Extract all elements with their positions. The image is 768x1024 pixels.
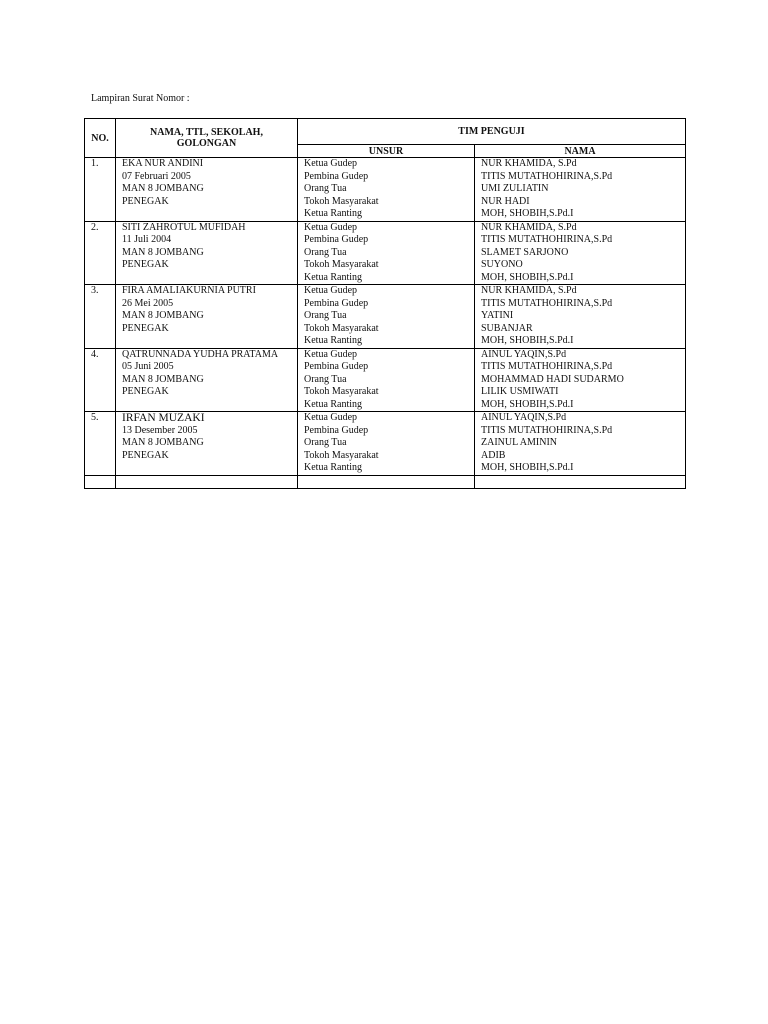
examiner-role: Pembina Gudep [304, 361, 369, 372]
row-number [85, 285, 116, 349]
examiner-role: Orang Tua [304, 310, 347, 321]
role-cell [298, 412, 475, 476]
examiner-name: NUR KHAMIDA, S.Pd [481, 285, 577, 296]
role-cell [298, 158, 475, 222]
participant-birthdate: 05 Juni 2005 [122, 361, 174, 372]
examiner-name: ZAINUL AMININ [481, 437, 558, 448]
examiner-role: Ketua Gudep [304, 158, 358, 169]
table-row [85, 285, 686, 349]
row-number-text: 3. [91, 285, 99, 296]
participant-birthdate: 26 Mei 2005 [122, 297, 174, 309]
examiner-name: MOHAMMAD HADI SUDARMO [481, 373, 624, 385]
examiner-role: Pembina Gudep [304, 234, 369, 245]
examiner-role: Orang Tua [304, 373, 347, 385]
participant-birthdate: 11 Juli 2004 [122, 234, 172, 245]
participant-name: SITI ZAHROTUL MUFIDAH [122, 221, 246, 233]
examiner-name: AINUL YAQIN,S.Pd [481, 348, 567, 360]
examiner-cell [475, 412, 686, 476]
examiner-role: Pembina Gudep [304, 297, 369, 309]
examiner-name: TITIS MUTATHOHIRINA,S.Pd [481, 297, 613, 309]
examiner-role: Ketua Ranting [304, 208, 363, 219]
examiner-name: TITIS MUTATHOHIRINA,S.Pd [481, 234, 613, 245]
examiner-role: Tokoh Masyarakat [304, 322, 379, 334]
participant-cell [116, 412, 298, 476]
participant-level: PENEGAK [122, 386, 169, 397]
examiner-role: Ketua Gudep [304, 221, 358, 233]
examiner-table [84, 118, 686, 489]
examiner-role: Tokoh Masyarakat [304, 386, 379, 397]
examiner-role: Ketua Ranting [304, 462, 363, 473]
examiner-name: SUYONO [481, 259, 523, 270]
row-number [85, 412, 116, 476]
participant-school: MAN 8 JOMBANG [122, 246, 204, 258]
examiner-role: Orang Tua [304, 246, 347, 258]
participant-school: MAN 8 JOMBANG [122, 183, 204, 194]
header-name: NAMA [475, 145, 686, 158]
empty-row [85, 475, 686, 488]
examiner-role: Ketua Ranting [304, 335, 363, 346]
examiner-cell [475, 285, 686, 349]
participant-name: QATRUNNADA YUDHA PRATAMA [122, 348, 279, 360]
row-number [85, 348, 116, 412]
table-row [85, 412, 686, 476]
examiner-role: Ketua Ranting [304, 271, 363, 283]
participant-level: PENEGAK [122, 449, 169, 461]
participant-school: MAN 8 JOMBANG [122, 437, 204, 448]
role-cell [298, 221, 475, 285]
header-team: TIM PENGUJI [298, 119, 686, 145]
row-number [85, 158, 116, 222]
role-cell [298, 348, 475, 412]
participant-cell [116, 221, 298, 285]
row-number [85, 221, 116, 285]
participant-name: FIRA AMALIAKURNIA PUTRI [122, 285, 256, 296]
examiner-name: NUR KHAMIDA, S.Pd [481, 221, 577, 233]
participant-school: MAN 8 JOMBANG [122, 310, 204, 321]
participant-level: PENEGAK [122, 322, 169, 334]
participant-cell [116, 158, 298, 222]
examiner-name: TITIS MUTATHOHIRINA,S.Pd [481, 170, 613, 182]
row-number-text: 5. [91, 412, 99, 423]
participant-name: IRFAN MUZAKI [122, 412, 205, 424]
participant-birthdate: 13 Desember 2005 [122, 424, 198, 436]
table-header-row [85, 119, 686, 145]
examiner-name: MOH, SHOBIH,S.Pd.I [481, 208, 574, 219]
examiner-role: Tokoh Masyarakat [304, 259, 379, 270]
header-no: NO. [85, 119, 116, 158]
examiner-name: SUBANJAR [481, 322, 533, 334]
examiner-role: Ketua Gudep [304, 285, 358, 296]
examiner-role: Tokoh Masyarakat [304, 195, 379, 207]
examiner-cell [475, 158, 686, 222]
examiner-name: MOH, SHOBIH,S.Pd.I [481, 398, 574, 410]
table-body [85, 158, 686, 476]
examiner-name: ADIB [481, 449, 506, 461]
participant-cell [116, 285, 298, 349]
row-number-text: 2. [91, 221, 99, 233]
participant-name: EKA NUR ANDINI [122, 158, 204, 169]
participant-level: PENEGAK [122, 195, 169, 207]
attachment-caption: Lampiran Surat Nomor : [91, 93, 190, 104]
table-row [85, 348, 686, 412]
table-row [85, 221, 686, 285]
examiner-name: NUR KHAMIDA, S.Pd [481, 158, 577, 169]
examiner-cell [475, 221, 686, 285]
examiner-name: AINUL YAQIN,S.Pd [481, 412, 567, 423]
examiner-role: Ketua Ranting [304, 398, 363, 410]
participant-cell [116, 348, 298, 412]
examiner-name: MOH, SHOBIH,S.Pd.I [481, 462, 574, 473]
examiner-role: Tokoh Masyarakat [304, 449, 379, 461]
row-number-text: 4. [91, 348, 99, 360]
examiner-name: LILIK USMIWATI [481, 386, 559, 397]
role-cell [298, 285, 475, 349]
examiner-name: UMI ZULIATIN [481, 183, 549, 194]
examiner-cell [475, 348, 686, 412]
examiner-name: TITIS MUTATHOHIRINA,S.Pd [481, 424, 613, 436]
header-role: UNSUR [298, 145, 475, 158]
examiner-role: Ketua Gudep [304, 412, 358, 423]
examiner-name: MOH, SHOBIH,S.Pd.I [481, 335, 574, 346]
row-number-text: 1. [91, 158, 99, 169]
participant-birthdate: 07 Februari 2005 [122, 170, 191, 182]
examiner-role: Pembina Gudep [304, 170, 369, 182]
participant-school: MAN 8 JOMBANG [122, 373, 204, 385]
examiner-name: NUR HADI [481, 195, 530, 207]
examiner-name: SLAMET SARJONO [481, 246, 569, 258]
examiner-role: Orang Tua [304, 183, 347, 194]
examiner-role: Ketua Gudep [304, 348, 358, 360]
examiner-name: YATINI [481, 310, 514, 321]
header-identity: NAMA, TTL, SEKOLAH, GOLONGAN [116, 119, 298, 158]
examiner-role: Pembina Gudep [304, 424, 369, 436]
examiner-name: TITIS MUTATHOHIRINA,S.Pd [481, 361, 613, 372]
examiner-role: Orang Tua [304, 437, 347, 448]
participant-level: PENEGAK [122, 259, 169, 270]
table-row [85, 158, 686, 222]
examiner-name: MOH, SHOBIH,S.Pd.I [481, 271, 574, 283]
